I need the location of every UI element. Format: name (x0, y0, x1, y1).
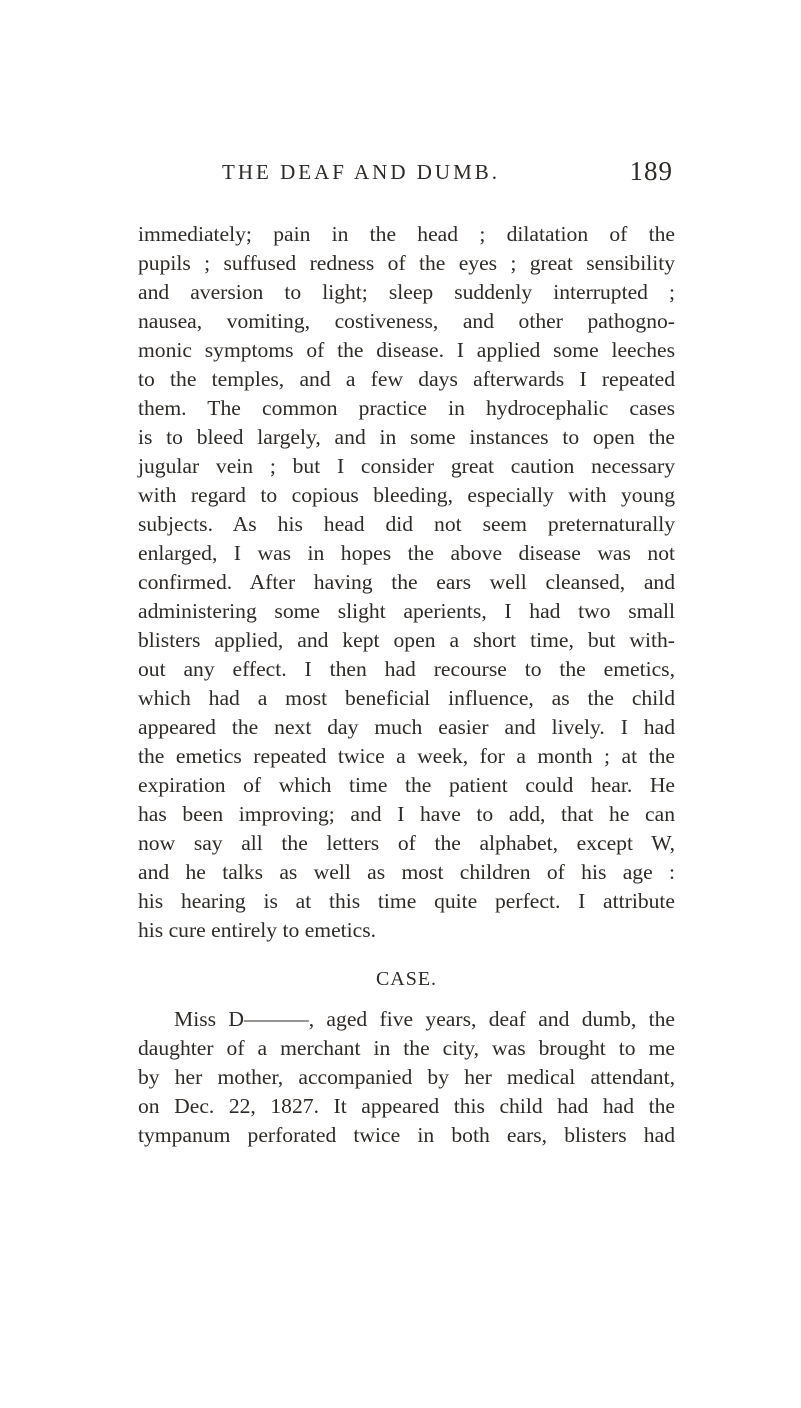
text-line: with regard to copious bleeding, especially with young (138, 483, 675, 507)
page-header (222, 156, 673, 190)
text-line: nausea, vomiting, costiveness, and other pathogno- (138, 309, 675, 333)
text-line: his cure entirely to emetics. (138, 918, 377, 942)
text-line: expiration of which time the patient could hear. He (138, 773, 675, 797)
text-line: is to bleed largely, and in some instances to open the (138, 425, 675, 449)
text-line: them. The common practice in hydrocephalic cases (138, 396, 675, 420)
text-line: now say all the letters of the alphabet, except W, (138, 831, 675, 855)
text-line: subjects. As his head did not seem preternaturally (138, 512, 675, 536)
text-line: tympanum perforated twice in both ears, blisters had (138, 1123, 675, 1147)
text-line: his hearing is at this time quite perfect. I attribute (138, 889, 675, 913)
text-line: out any effect. I then had recourse to the emetics, (138, 657, 675, 681)
text-line: has been improving; and I have to add, that he can (138, 802, 675, 826)
body-text (138, 220, 675, 1150)
text-line: pupils ; suffused redness of the eyes ; great sensibility (138, 251, 675, 275)
text-line: the emetics repeated twice a week, for a month ; at the (138, 744, 675, 768)
text-line: and he talks as well as most children of his age : (138, 860, 675, 884)
text-line: enlarged, I was in hopes the above disease was not (138, 541, 675, 565)
text-line: by her mother, accompanied by her medical attendant, (138, 1065, 675, 1089)
text-line: monic symptoms of the disease. I applied some leeches (138, 338, 675, 362)
text-line: daughter of a merchant in the city, was brought to me (138, 1036, 675, 1060)
text-line: on Dec. 22, 1827. It appeared this child had had the (138, 1094, 675, 1118)
text-line: which had a most beneficial influence, as the child (138, 686, 675, 710)
paragraph-continued (138, 220, 675, 945)
text-line: blisters applied, and kept open a short time, but with- (138, 628, 675, 652)
text-line: immediately; pain in the head ; dilatation of the (138, 222, 675, 246)
text-line: Miss D———, aged five years, deaf and dumb, the (174, 1007, 675, 1031)
paragraph-case (138, 1005, 675, 1150)
text-line: appeared the next day much easier and lively. I had (138, 715, 675, 739)
text-line: to the temples, and a few days afterwards I repeated (138, 367, 675, 391)
running-head: THE DEAF AND DUMB. (222, 160, 501, 184)
page-number: 189 (629, 156, 673, 186)
text-line: jugular vein ; but I consider great caution necessary (138, 454, 675, 478)
text-line: administering some slight aperients, I had two small (138, 599, 675, 623)
text-line: and aversion to light; sleep suddenly interrupted ; (138, 280, 675, 304)
text-line: confirmed. After having the ears well cleansed, and (138, 570, 675, 594)
section-heading: CASE. (375, 968, 438, 990)
